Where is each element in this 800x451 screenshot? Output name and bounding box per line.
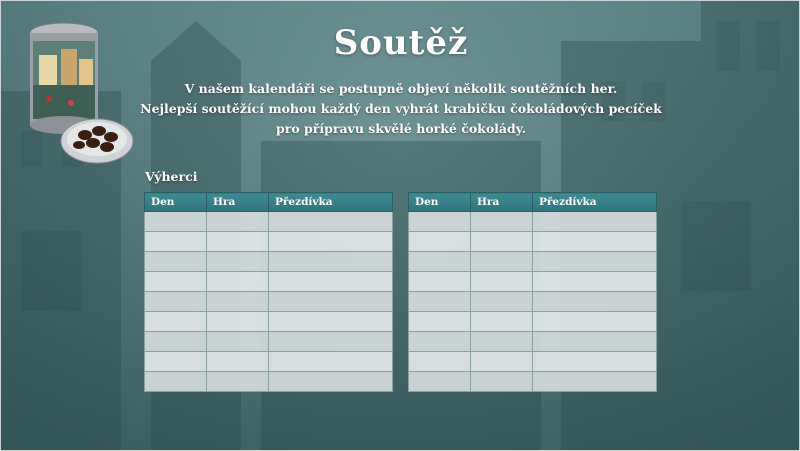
column-header-nickname: Přezdívka	[269, 193, 393, 212]
table-cell-day	[145, 252, 207, 272]
table-cell-game	[207, 212, 269, 232]
column-header-day: Den	[145, 193, 207, 212]
table-cell-game	[207, 292, 269, 312]
table-cell-day	[145, 212, 207, 232]
table-cell-nickname	[533, 292, 657, 312]
table-row	[145, 352, 393, 372]
table-row	[145, 312, 393, 332]
table-cell-day	[409, 272, 471, 292]
column-header-nickname: Přezdívka	[533, 193, 657, 212]
table-cell-nickname	[533, 332, 657, 352]
table-cell-nickname	[533, 212, 657, 232]
table-cell-day	[409, 212, 471, 232]
intro-line: pro přípravu skvělé horké čokolády.	[276, 121, 526, 136]
table-cell-game	[471, 312, 533, 332]
table-row	[145, 372, 393, 392]
table-cell-game	[471, 232, 533, 252]
table-row	[409, 312, 657, 332]
table-cell-nickname	[269, 292, 393, 312]
table-cell-day	[409, 352, 471, 372]
table-cell-day	[145, 352, 207, 372]
table-cell-nickname	[269, 332, 393, 352]
table-row	[409, 272, 657, 292]
table-cell-day	[145, 312, 207, 332]
table-cell-day	[145, 232, 207, 252]
table-cell-game	[471, 292, 533, 312]
table-cell-game	[471, 272, 533, 292]
winners-table-left	[144, 192, 392, 392]
table-cell-game	[207, 372, 269, 392]
table-row	[145, 272, 393, 292]
table-cell-day	[145, 292, 207, 312]
table-cell-nickname	[269, 232, 393, 252]
table-cell-nickname	[269, 252, 393, 272]
table-cell-nickname	[269, 372, 393, 392]
table-cell-day	[145, 272, 207, 292]
table-header-row	[409, 193, 657, 212]
table-cell-nickname	[533, 312, 657, 332]
table-cell-nickname	[533, 252, 657, 272]
table-cell-game	[471, 372, 533, 392]
table-cell-day	[145, 332, 207, 352]
page-title: Soutěž	[333, 23, 469, 63]
table-cell-day	[409, 232, 471, 252]
table-cell-day	[409, 252, 471, 272]
winners-table	[408, 192, 657, 392]
table-cell-day	[409, 372, 471, 392]
winners-table	[144, 192, 393, 392]
table-cell-nickname	[269, 312, 393, 332]
table-row	[409, 232, 657, 252]
table-cell-game	[471, 252, 533, 272]
table-row	[145, 232, 393, 252]
table-row	[409, 252, 657, 272]
table-cell-day	[409, 292, 471, 312]
table-cell-nickname	[269, 212, 393, 232]
table-row	[409, 212, 657, 232]
table-row	[145, 252, 393, 272]
table-row	[409, 292, 657, 312]
table-cell-game	[207, 332, 269, 352]
table-cell-nickname	[533, 232, 657, 252]
winners-table-right	[408, 192, 656, 392]
intro-line: Nejlepší soutěžící mohou každý den vyhrát krabičku čokoládových pecíček	[140, 101, 662, 116]
table-cell-game	[207, 352, 269, 372]
column-header-day: Den	[409, 193, 471, 212]
table-cell-game	[207, 312, 269, 332]
table-cell-day	[409, 312, 471, 332]
intro-text	[131, 79, 671, 139]
table-cell-nickname	[533, 272, 657, 292]
winners-label: Výherci	[145, 169, 198, 184]
table-cell-nickname	[269, 272, 393, 292]
table-row	[145, 212, 393, 232]
table-row	[145, 292, 393, 312]
table-row	[409, 372, 657, 392]
table-cell-game	[471, 352, 533, 372]
table-cell-day	[145, 372, 207, 392]
table-cell-nickname	[533, 352, 657, 372]
table-cell-game	[207, 252, 269, 272]
table-cell-nickname	[533, 372, 657, 392]
table-header-row	[145, 193, 393, 212]
table-cell-game	[207, 232, 269, 252]
table-row	[409, 352, 657, 372]
table-cell-game	[471, 212, 533, 232]
table-row	[409, 332, 657, 352]
column-header-game: Hra	[471, 193, 533, 212]
table-cell-nickname	[269, 352, 393, 372]
table-row	[145, 332, 393, 352]
table-cell-day	[409, 332, 471, 352]
table-cell-game	[207, 272, 269, 292]
column-header-game: Hra	[207, 193, 269, 212]
table-cell-game	[471, 332, 533, 352]
intro-line: V našem kalendáři se postupně objeví několik soutěžních her.	[184, 81, 618, 96]
